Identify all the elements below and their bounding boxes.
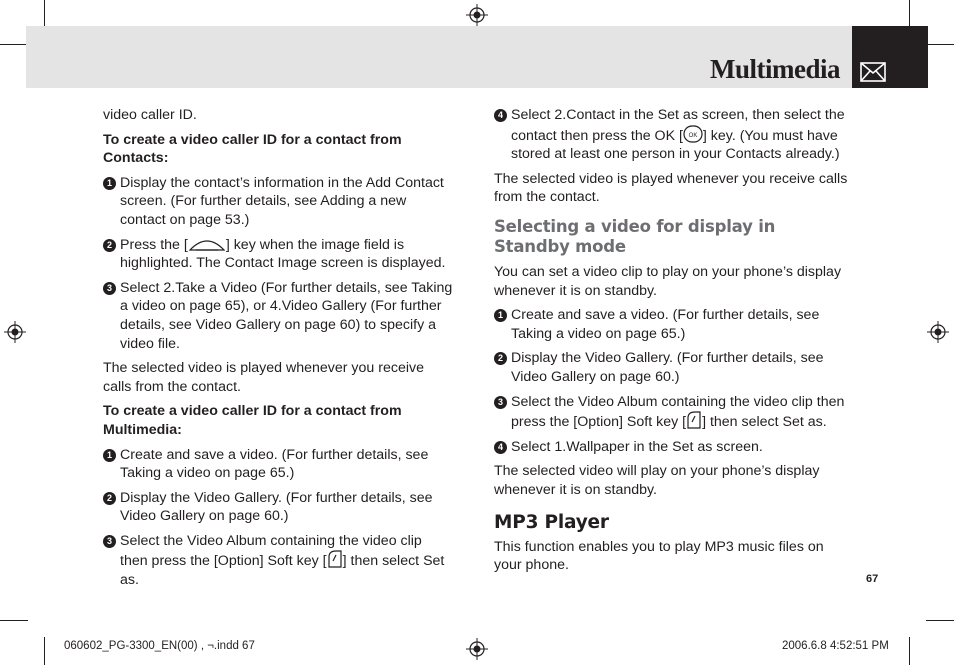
step-text: Create and save a video. (For further details, see Taking a video on page 65.) [511,307,820,342]
step-text: Select the Video Album containing the video clip then press the [Option] Soft key [ [511,393,845,431]
note-text: The selected video is played whenever you receive calls from the contact. [103,360,424,395]
intro-text: You can set a video clip to play on your phone’s display whenever it is on standby. [494,263,842,299]
slug-filename: 060602_PG-3300_EN(00) , ¬.indd 67 [64,640,255,652]
step-text: ] key. (You must have stored at least one person in your Contacts already.) [511,127,840,163]
list-item [494,306,852,343]
step-text: Display the Video Gallery. (For further details, see Video Gallery on page 60.) [511,350,824,385]
step-text: Select 2.Take a Video (For further details, see Taking a video on page 65), or 4.Video Gallery (For further details, see Video Gallery on page 60) to specify a video file. [120,279,453,352]
step-text: ] then select Set as. [120,553,445,589]
page-number: 67 [866,573,879,585]
step-number: 3 [103,535,116,548]
envelope-icon [860,62,886,82]
soft-key-icon [686,411,702,429]
intro-text: video caller ID. [103,107,197,123]
section-heading: To create a video caller ID for a contact from Multimedia: [103,403,402,438]
step-number: 2 [494,352,507,365]
crop-mark [909,0,910,28]
step-number: 1 [494,309,507,322]
section-heading: To create a video caller ID for a contact from Contacts: [103,131,402,167]
section-heading: Selecting a video for display in Standby mode [494,216,776,256]
list-item [103,236,453,273]
svg-text:OK: OK [688,132,698,139]
right-column [494,106,852,581]
step-number: 3 [494,396,507,409]
crop-mark [0,620,28,621]
step-number: 2 [103,239,116,252]
crop-mark [44,637,45,665]
step-number: 4 [494,441,507,454]
step-number: 3 [103,282,116,295]
list-item [103,279,453,353]
list-item [103,446,453,483]
registration-mark-icon [4,321,26,343]
step-number: 1 [103,177,116,190]
step-text: Select 2.Contact in the Set as screen, then select the contact then press the OK [ [511,107,845,144]
section-heading: MP3 Player [494,511,609,533]
crop-mark [926,620,954,621]
list-item [494,106,852,164]
list-item [103,489,453,526]
step-text: Create and save a video. (For further details, see Taking a video on page 65.) [120,446,429,482]
crop-mark [0,44,28,45]
crop-mark [909,637,910,665]
registration-mark-icon [466,638,488,660]
step-text: Select the Video Album containing the video clip then press the [Option] Soft key [ [120,532,422,570]
page-title: Multimedia [710,54,840,84]
list-item [103,174,453,230]
step-text: Display the contact’s information in the Add Contact screen. (For further details, see Adding a new contact on page 53.) [120,174,444,228]
list-item [494,438,852,457]
step-text: Display the Video Gallery. (For further details, see Video Gallery on page 60.) [120,489,433,525]
ok-key-icon [683,125,703,143]
crop-mark [926,44,954,45]
step-text: ] then select Set as. [702,414,827,431]
list-item [103,532,453,590]
step-text: ] key when the image field is highlighted. The Contact Image screen is displayed. [120,236,446,272]
soft-key-icon [327,550,343,568]
step-number: 4 [494,109,507,122]
slug-timestamp: 2006.6.8 4:52:51 PM [782,640,889,652]
navigation-key-icon [188,236,226,252]
note-text: The selected video will play on your phone’s display whenever it is on standby. [494,463,820,498]
list-item [494,349,852,386]
step-number: 1 [103,449,116,462]
crop-mark [44,0,45,28]
note-text: The selected video is played whenever you receive calls from the contact. [494,170,848,206]
registration-mark-icon [927,321,949,343]
step-number: 2 [103,492,116,505]
left-column [103,106,453,596]
step-text: Press the [ [120,236,188,253]
registration-mark-icon [466,4,488,26]
step-text: Select 1.Wallpaper in the Set as screen. [511,438,763,455]
body-text: This function enables you to play MP3 music files on your phone. [494,538,824,574]
list-item [494,393,852,432]
